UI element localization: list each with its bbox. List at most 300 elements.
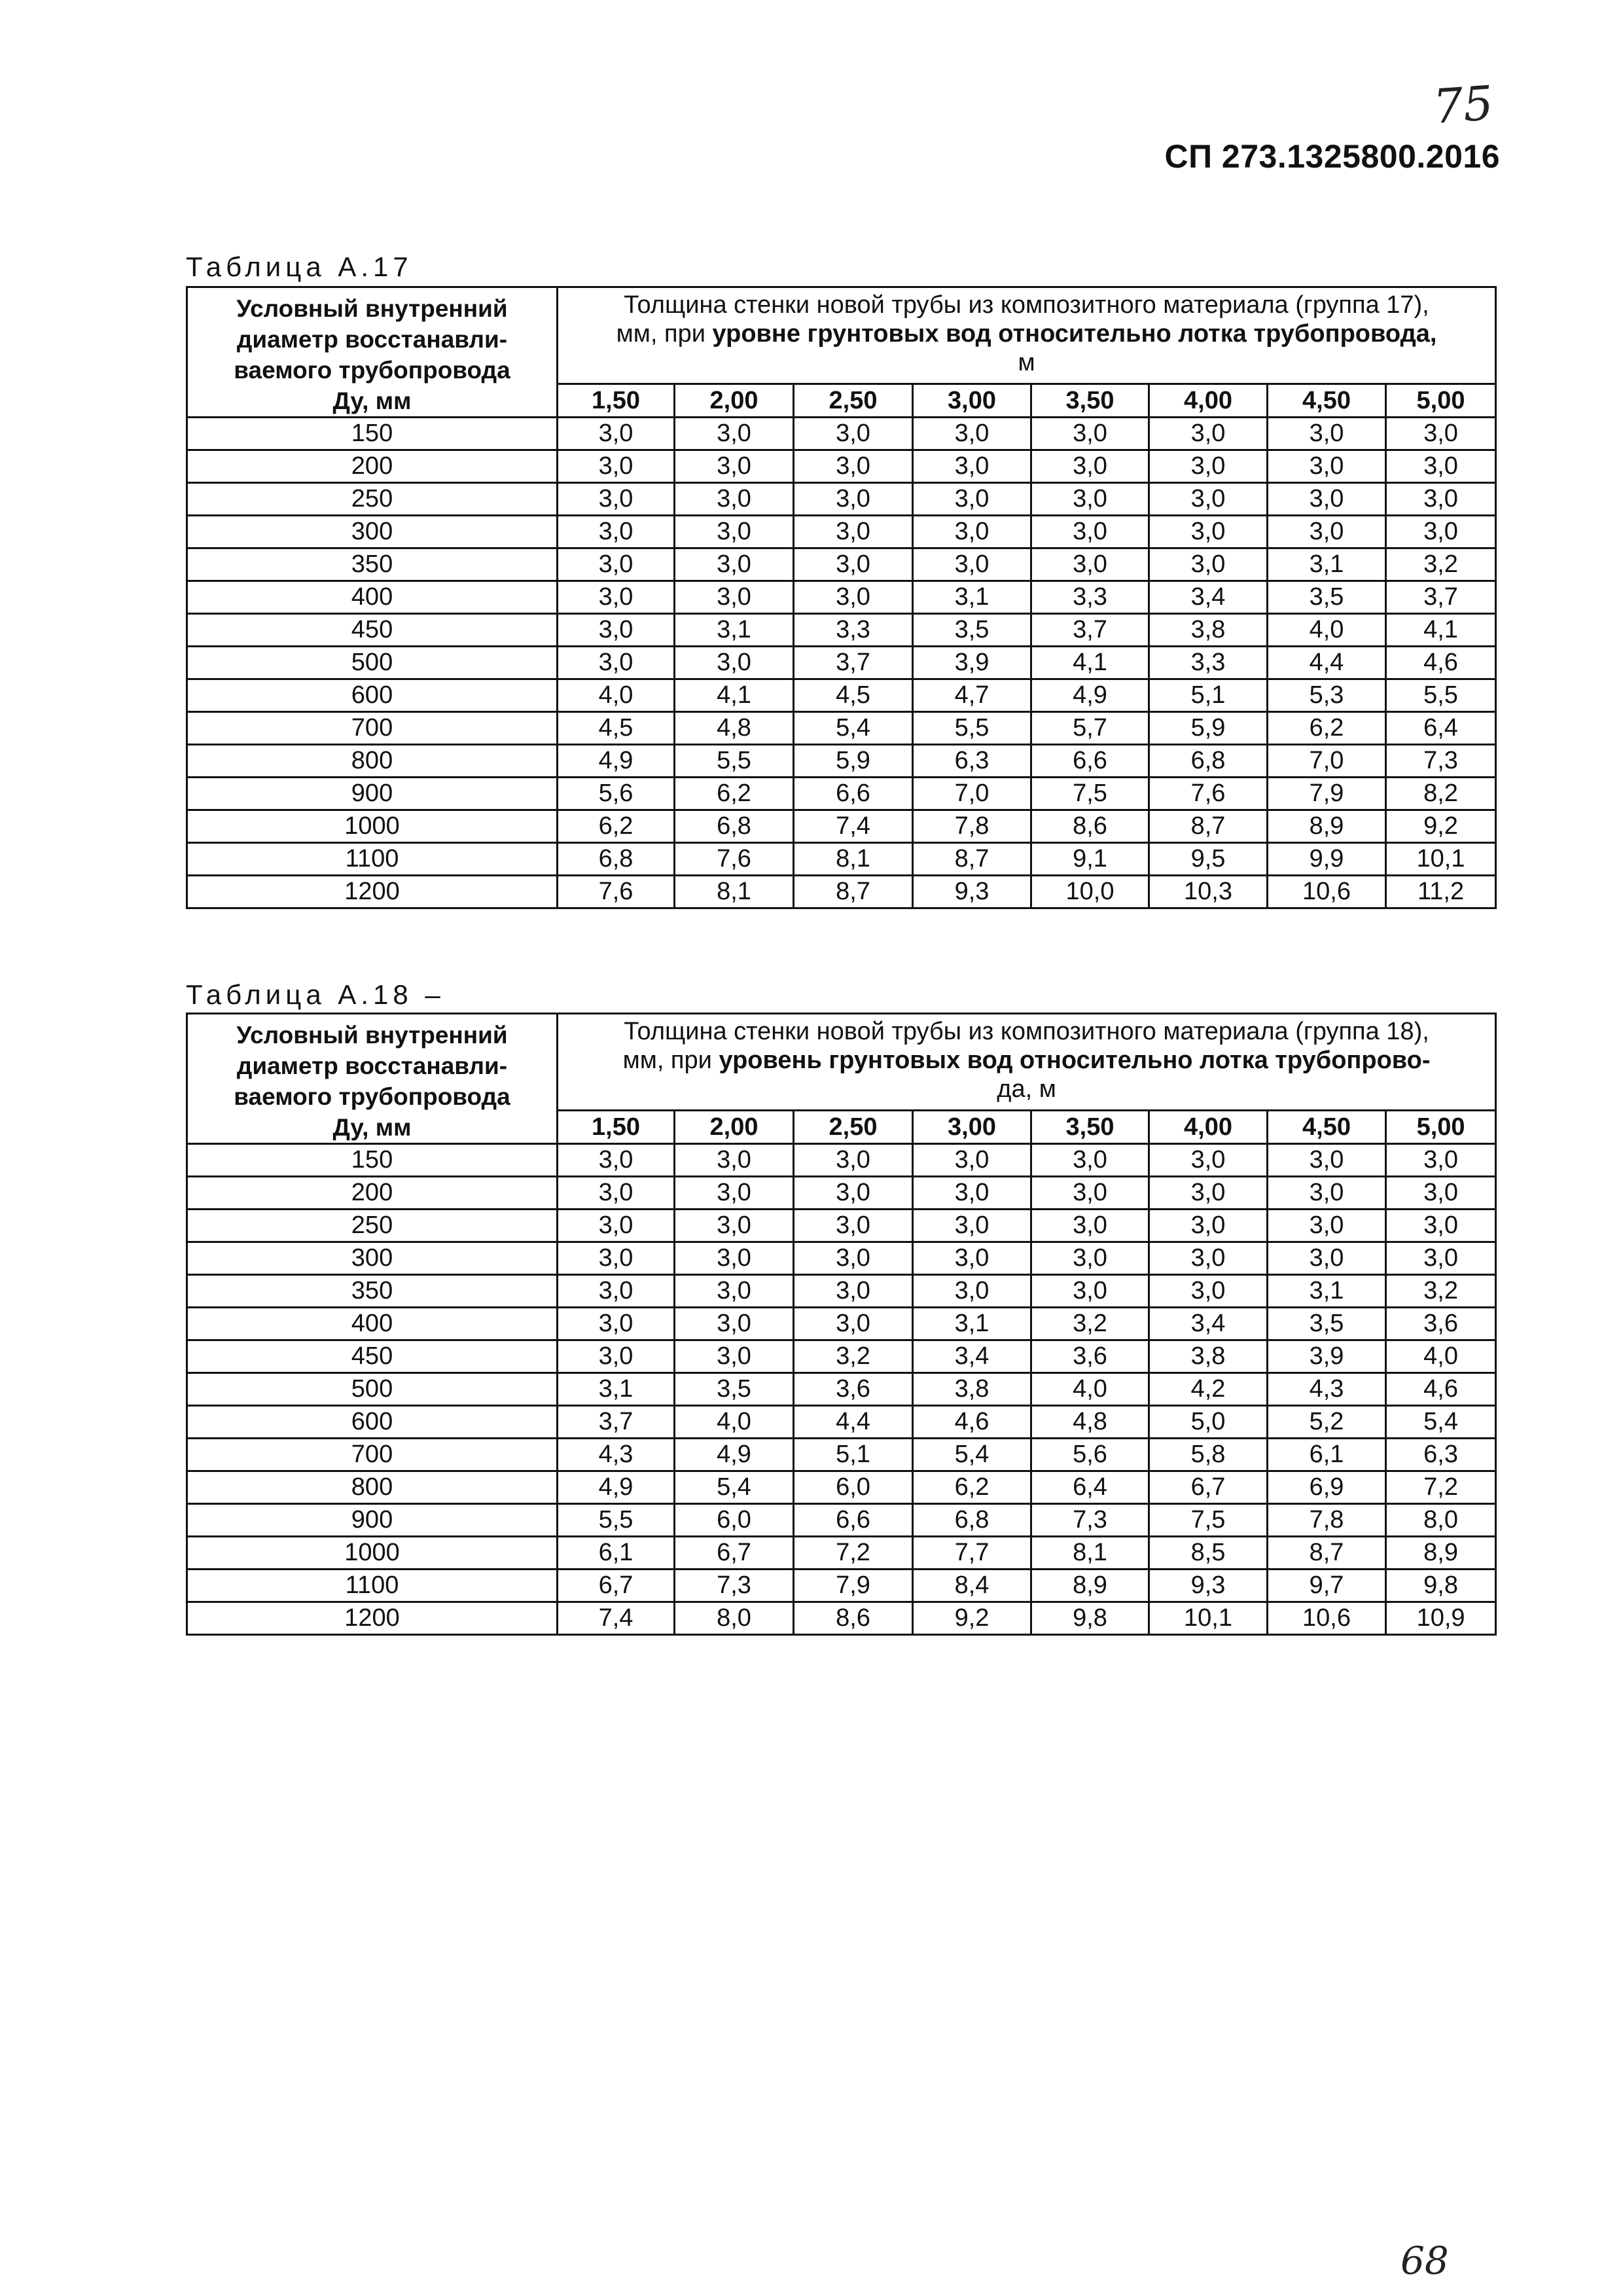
thickness-cell: 8,9 xyxy=(1268,810,1386,843)
thickness-cell: 6,3 xyxy=(1386,1439,1496,1471)
thickness-cell: 8,7 xyxy=(913,843,1031,876)
thickness-cell: 6,3 xyxy=(913,745,1031,778)
table-row xyxy=(187,647,1496,679)
thickness-cell: 3,0 xyxy=(558,1275,675,1308)
diameter-cell: 1100 xyxy=(187,1570,558,1602)
thickness-cell: 5,4 xyxy=(794,712,913,745)
table-row xyxy=(187,516,1496,548)
thickness-cell: 3,4 xyxy=(1149,581,1268,614)
thickness-cell: 3,0 xyxy=(794,1242,913,1275)
header-row xyxy=(187,287,1496,384)
thickness-cell: 8,1 xyxy=(1031,1537,1149,1570)
level-header-cell: 5,00 xyxy=(1386,1111,1496,1144)
table-row xyxy=(187,1570,1496,1602)
thickness-cell: 3,5 xyxy=(1268,581,1386,614)
diameter-cell: 450 xyxy=(187,1340,558,1373)
thickness-cell: 3,0 xyxy=(913,1242,1031,1275)
thickness-cell: 8,7 xyxy=(1149,810,1268,843)
thickness-cell: 3,9 xyxy=(1268,1340,1386,1373)
thickness-cell: 8,2 xyxy=(1386,778,1496,810)
thickness-cell: 6,8 xyxy=(913,1504,1031,1537)
thickness-cell: 3,0 xyxy=(1149,418,1268,450)
table-row xyxy=(187,843,1496,876)
thickness-cell: 7,6 xyxy=(1149,778,1268,810)
thickness-cell: 4,1 xyxy=(1031,647,1149,679)
table-row xyxy=(187,1144,1496,1177)
diameter-cell: 700 xyxy=(187,1439,558,1471)
thickness-cell: 3,0 xyxy=(913,418,1031,450)
thickness-cell: 4,0 xyxy=(1386,1340,1496,1373)
diameter-cell: 300 xyxy=(187,1242,558,1275)
thickness-cell: 4,8 xyxy=(1031,1406,1149,1439)
handwritten-page-number: 68 xyxy=(1400,2238,1449,2283)
thickness-cell: 8,9 xyxy=(1386,1537,1496,1570)
thickness-cell: 3,0 xyxy=(1031,1144,1149,1177)
table-row xyxy=(187,1177,1496,1210)
thickness-cell: 3,0 xyxy=(675,483,794,516)
thickness-cell: 3,0 xyxy=(675,1242,794,1275)
thickness-cell: 5,6 xyxy=(558,778,675,810)
thickness-cell: 5,3 xyxy=(1268,679,1386,712)
thickness-cell: 7,0 xyxy=(913,778,1031,810)
table-row xyxy=(187,1537,1496,1570)
thickness-cell: 3,1 xyxy=(913,581,1031,614)
thickness-cell: 3,0 xyxy=(675,1308,794,1340)
thickness-cell: 4,6 xyxy=(913,1406,1031,1439)
table-row xyxy=(187,745,1496,778)
thickness-cell: 3,0 xyxy=(1268,483,1386,516)
thickness-cell: 6,2 xyxy=(913,1471,1031,1504)
thickness-cell: 3,0 xyxy=(1268,1144,1386,1177)
thickness-cell: 3,0 xyxy=(1149,1242,1268,1275)
thickness-cell: 6,6 xyxy=(794,1504,913,1537)
diameter-cell: 200 xyxy=(187,1177,558,1210)
thickness-cell: 3,0 xyxy=(794,516,913,548)
thickness-cell: 9,8 xyxy=(1386,1570,1496,1602)
thickness-cell: 4,0 xyxy=(1268,614,1386,647)
thickness-cell: 3,7 xyxy=(558,1406,675,1439)
table-row xyxy=(187,418,1496,450)
thickness-cell: 3,2 xyxy=(1386,1275,1496,1308)
row-header-line: Условный внутренний xyxy=(236,295,508,322)
thickness-cell: 3,0 xyxy=(913,1210,1031,1242)
thickness-cell: 3,0 xyxy=(1149,516,1268,548)
diameter-cell: 900 xyxy=(187,1504,558,1537)
thickness-cell: 4,8 xyxy=(675,712,794,745)
thickness-cell: 11,2 xyxy=(1386,876,1496,908)
row-header-cell xyxy=(187,287,558,418)
diameter-cell: 1200 xyxy=(187,876,558,908)
diameter-cell: 350 xyxy=(187,548,558,581)
thickness-cell: 8,0 xyxy=(1386,1504,1496,1537)
thickness-cell: 3,6 xyxy=(794,1373,913,1406)
thickness-cell: 3,1 xyxy=(913,1308,1031,1340)
thickness-cell: 6,0 xyxy=(794,1471,913,1504)
table-row xyxy=(187,1504,1496,1537)
thickness-cell: 6,2 xyxy=(1268,712,1386,745)
thickness-cell: 6,2 xyxy=(558,810,675,843)
table-row xyxy=(187,712,1496,745)
thickness-cell: 6,7 xyxy=(675,1537,794,1570)
thickness-cell: 3,0 xyxy=(1386,1177,1496,1210)
level-header-cell: 1,50 xyxy=(558,1111,675,1144)
thickness-cell: 6,1 xyxy=(1268,1439,1386,1471)
thickness-cell: 3,0 xyxy=(794,548,913,581)
thickness-cell: 3,0 xyxy=(558,1144,675,1177)
thickness-cell: 3,0 xyxy=(675,516,794,548)
diameter-cell: 900 xyxy=(187,778,558,810)
thickness-cell: 6,9 xyxy=(1268,1471,1386,1504)
thickness-cell: 6,6 xyxy=(1031,745,1149,778)
thickness-cell: 7,4 xyxy=(794,810,913,843)
thickness-cell: 3,0 xyxy=(1031,1242,1149,1275)
thickness-cell: 3,8 xyxy=(913,1373,1031,1406)
thickness-cell: 3,2 xyxy=(1386,548,1496,581)
thickness-cell: 10,0 xyxy=(1031,876,1149,908)
thickness-cell: 5,9 xyxy=(1149,712,1268,745)
column-header-bold: уровне грунтовых вод относительно лотка трубопровода, xyxy=(712,320,1437,348)
thickness-cell: 3,0 xyxy=(1031,1177,1149,1210)
thickness-cell: 3,0 xyxy=(558,516,675,548)
table-row xyxy=(187,450,1496,483)
table-row xyxy=(187,1340,1496,1373)
table-a18-body xyxy=(187,1014,1496,1635)
row-header-line: диаметр восстанавли- xyxy=(236,1052,508,1079)
thickness-cell: 4,9 xyxy=(675,1439,794,1471)
thickness-cell: 3,0 xyxy=(675,581,794,614)
thickness-cell: 3,0 xyxy=(1031,1210,1149,1242)
thickness-cell: 3,0 xyxy=(913,548,1031,581)
thickness-cell: 5,4 xyxy=(1386,1406,1496,1439)
thickness-cell: 4,5 xyxy=(558,712,675,745)
document-code: СП 273.1325800.2016 xyxy=(1164,138,1500,175)
row-header-line: Ду, мм xyxy=(332,1114,412,1141)
thickness-cell: 7,4 xyxy=(558,1602,675,1635)
thickness-cell: 3,0 xyxy=(794,1144,913,1177)
diameter-cell: 350 xyxy=(187,1275,558,1308)
thickness-cell: 3,1 xyxy=(1268,548,1386,581)
diameter-cell: 500 xyxy=(187,1373,558,1406)
thickness-cell: 5,9 xyxy=(794,745,913,778)
level-header-cell: 4,50 xyxy=(1268,1111,1386,1144)
thickness-cell: 3,0 xyxy=(794,483,913,516)
row-header-cell xyxy=(187,1014,558,1144)
thickness-cell: 3,0 xyxy=(1386,418,1496,450)
table-a18 xyxy=(186,1013,1497,1636)
table-row xyxy=(187,483,1496,516)
table-row xyxy=(187,614,1496,647)
thickness-cell: 3,0 xyxy=(675,418,794,450)
table-row xyxy=(187,876,1496,908)
thickness-cell: 4,1 xyxy=(675,679,794,712)
thickness-cell: 8,0 xyxy=(675,1602,794,1635)
thickness-cell: 3,0 xyxy=(1268,450,1386,483)
thickness-cell: 9,1 xyxy=(1031,843,1149,876)
thickness-cell: 7,5 xyxy=(1031,778,1149,810)
thickness-cell: 3,1 xyxy=(675,614,794,647)
row-header-line: диаметр восстанавли- xyxy=(236,326,508,353)
thickness-cell: 6,8 xyxy=(558,843,675,876)
thickness-cell: 4,9 xyxy=(558,1471,675,1504)
thickness-cell: 6,7 xyxy=(1149,1471,1268,1504)
thickness-cell: 3,1 xyxy=(1268,1275,1386,1308)
thickness-cell: 3,0 xyxy=(1149,1210,1268,1242)
thickness-cell: 3,0 xyxy=(1149,1144,1268,1177)
thickness-cell: 3,5 xyxy=(675,1373,794,1406)
thickness-cell: 8,1 xyxy=(675,876,794,908)
level-header-cell: 3,00 xyxy=(913,384,1031,418)
thickness-cell: 3,3 xyxy=(1149,647,1268,679)
thickness-cell: 4,0 xyxy=(558,679,675,712)
thickness-cell: 10,6 xyxy=(1268,1602,1386,1635)
thickness-cell: 3,0 xyxy=(794,1210,913,1242)
thickness-cell: 3,0 xyxy=(558,1210,675,1242)
thickness-cell: 3,0 xyxy=(558,548,675,581)
diameter-cell: 500 xyxy=(187,647,558,679)
thickness-cell: 4,6 xyxy=(1386,647,1496,679)
thickness-cell: 7,7 xyxy=(913,1537,1031,1570)
thickness-cell: 7,3 xyxy=(1031,1504,1149,1537)
thickness-cell: 3,0 xyxy=(1149,1275,1268,1308)
thickness-cell: 3,0 xyxy=(1031,548,1149,581)
diameter-cell: 800 xyxy=(187,1471,558,1504)
table-row xyxy=(187,778,1496,810)
thickness-cell: 3,0 xyxy=(794,581,913,614)
thickness-cell: 4,9 xyxy=(558,745,675,778)
thickness-cell: 7,6 xyxy=(675,843,794,876)
level-header-cell: 4,00 xyxy=(1149,384,1268,418)
thickness-cell: 3,6 xyxy=(1031,1340,1149,1373)
thickness-cell: 3,0 xyxy=(913,1144,1031,1177)
thickness-cell: 4,2 xyxy=(1149,1373,1268,1406)
column-group-header xyxy=(558,287,1496,384)
thickness-cell: 9,3 xyxy=(1149,1570,1268,1602)
thickness-cell: 9,2 xyxy=(1386,810,1496,843)
thickness-cell: 3,5 xyxy=(1268,1308,1386,1340)
thickness-cell: 3,0 xyxy=(1031,516,1149,548)
thickness-cell: 6,2 xyxy=(675,778,794,810)
thickness-cell: 5,8 xyxy=(1149,1439,1268,1471)
diameter-cell: 600 xyxy=(187,1406,558,1439)
thickness-cell: 3,0 xyxy=(1149,450,1268,483)
thickness-cell: 8,6 xyxy=(1031,810,1149,843)
thickness-cell: 4,7 xyxy=(913,679,1031,712)
thickness-cell: 3,3 xyxy=(794,614,913,647)
thickness-cell: 3,0 xyxy=(794,450,913,483)
thickness-cell: 3,0 xyxy=(675,1275,794,1308)
thickness-cell: 3,0 xyxy=(913,450,1031,483)
thickness-cell: 4,0 xyxy=(675,1406,794,1439)
thickness-cell: 4,1 xyxy=(1386,614,1496,647)
diameter-cell: 600 xyxy=(187,679,558,712)
thickness-cell: 3,0 xyxy=(1268,1210,1386,1242)
thickness-cell: 4,6 xyxy=(1386,1373,1496,1406)
thickness-cell: 10,9 xyxy=(1386,1602,1496,1635)
thickness-cell: 3,0 xyxy=(675,1177,794,1210)
thickness-cell: 3,0 xyxy=(1268,516,1386,548)
thickness-cell: 5,1 xyxy=(1149,679,1268,712)
thickness-cell: 3,1 xyxy=(558,1373,675,1406)
thickness-cell: 3,2 xyxy=(794,1340,913,1373)
thickness-cell: 8,9 xyxy=(1031,1570,1149,1602)
thickness-cell: 4,0 xyxy=(1031,1373,1149,1406)
thickness-cell: 9,2 xyxy=(913,1602,1031,1635)
diameter-cell: 300 xyxy=(187,516,558,548)
thickness-cell: 10,3 xyxy=(1149,876,1268,908)
thickness-cell: 3,0 xyxy=(675,647,794,679)
diameter-cell: 400 xyxy=(187,581,558,614)
diameter-cell: 800 xyxy=(187,745,558,778)
thickness-cell: 8,7 xyxy=(794,876,913,908)
thickness-cell: 5,6 xyxy=(1031,1439,1149,1471)
thickness-cell: 7,3 xyxy=(1386,745,1496,778)
thickness-cell: 5,5 xyxy=(1386,679,1496,712)
thickness-cell: 4,3 xyxy=(1268,1373,1386,1406)
thickness-cell: 3,0 xyxy=(558,614,675,647)
thickness-cell: 7,8 xyxy=(1268,1504,1386,1537)
thickness-cell: 6,7 xyxy=(558,1570,675,1602)
thickness-cell: 10,6 xyxy=(1268,876,1386,908)
thickness-cell: 10,1 xyxy=(1386,843,1496,876)
table-a17-caption: Таблица А.17 xyxy=(186,251,413,282)
thickness-cell: 3,0 xyxy=(675,548,794,581)
thickness-cell: 6,1 xyxy=(558,1537,675,1570)
thickness-cell: 3,7 xyxy=(1386,581,1496,614)
thickness-cell: 7,2 xyxy=(1386,1471,1496,1504)
thickness-cell: 3,0 xyxy=(794,1308,913,1340)
thickness-cell: 6,6 xyxy=(794,778,913,810)
handwritten-sheet-number: 75 xyxy=(1431,75,1495,135)
thickness-cell: 3,0 xyxy=(675,450,794,483)
thickness-cell: 5,1 xyxy=(794,1439,913,1471)
thickness-cell: 3,2 xyxy=(1031,1308,1149,1340)
diameter-cell: 250 xyxy=(187,483,558,516)
thickness-cell: 5,2 xyxy=(1268,1406,1386,1439)
thickness-cell: 3,0 xyxy=(558,581,675,614)
diameter-cell: 700 xyxy=(187,712,558,745)
thickness-cell: 7,9 xyxy=(1268,778,1386,810)
thickness-cell: 3,8 xyxy=(1149,1340,1268,1373)
table-row xyxy=(187,1242,1496,1275)
thickness-cell: 8,1 xyxy=(794,843,913,876)
thickness-cell: 10,1 xyxy=(1149,1602,1268,1635)
thickness-cell: 5,5 xyxy=(675,745,794,778)
column-header-unit: да, м xyxy=(997,1075,1056,1103)
thickness-cell: 3,5 xyxy=(913,614,1031,647)
thickness-cell: 8,4 xyxy=(913,1570,1031,1602)
diameter-cell: 150 xyxy=(187,418,558,450)
thickness-cell: 8,5 xyxy=(1149,1537,1268,1570)
thickness-cell: 3,0 xyxy=(1149,1177,1268,1210)
thickness-cell: 3,0 xyxy=(1386,516,1496,548)
thickness-cell: 7,8 xyxy=(913,810,1031,843)
table-row xyxy=(187,679,1496,712)
thickness-cell: 3,0 xyxy=(675,1144,794,1177)
diameter-cell: 1200 xyxy=(187,1602,558,1635)
thickness-cell: 3,0 xyxy=(794,1275,913,1308)
thickness-cell: 9,3 xyxy=(913,876,1031,908)
thickness-cell: 3,0 xyxy=(1031,450,1149,483)
thickness-cell: 5,5 xyxy=(913,712,1031,745)
thickness-cell: 4,4 xyxy=(1268,647,1386,679)
thickness-cell: 3,0 xyxy=(1268,1177,1386,1210)
thickness-cell: 5,5 xyxy=(558,1504,675,1537)
thickness-cell: 6,4 xyxy=(1031,1471,1149,1504)
thickness-cell: 3,0 xyxy=(1031,1275,1149,1308)
level-header-cell: 5,00 xyxy=(1386,384,1496,418)
diameter-cell: 250 xyxy=(187,1210,558,1242)
diameter-cell: 1000 xyxy=(187,1537,558,1570)
level-header-cell: 1,50 xyxy=(558,384,675,418)
thickness-cell: 9,7 xyxy=(1268,1570,1386,1602)
row-header-line: ваемого трубопровода xyxy=(234,1083,510,1110)
thickness-cell: 3,8 xyxy=(1149,614,1268,647)
thickness-cell: 3,7 xyxy=(1031,614,1149,647)
thickness-cell: 3,0 xyxy=(913,483,1031,516)
thickness-cell: 3,0 xyxy=(1149,483,1268,516)
thickness-cell: 4,4 xyxy=(794,1406,913,1439)
thickness-cell: 3,0 xyxy=(558,1242,675,1275)
table-row xyxy=(187,1439,1496,1471)
level-header-cell: 2,50 xyxy=(794,1111,913,1144)
diameter-cell: 150 xyxy=(187,1144,558,1177)
thickness-cell: 3,0 xyxy=(558,1308,675,1340)
thickness-cell: 7,2 xyxy=(794,1537,913,1570)
thickness-cell: 4,3 xyxy=(558,1439,675,1471)
thickness-cell: 3,0 xyxy=(913,516,1031,548)
level-header-cell: 3,50 xyxy=(1031,384,1149,418)
thickness-cell: 7,6 xyxy=(558,876,675,908)
level-header-cell: 2,50 xyxy=(794,384,913,418)
thickness-cell: 3,0 xyxy=(1031,483,1149,516)
thickness-cell: 3,0 xyxy=(1386,1242,1496,1275)
diameter-cell: 1000 xyxy=(187,810,558,843)
thickness-cell: 3,0 xyxy=(1268,1242,1386,1275)
column-group-header xyxy=(558,1014,1496,1111)
table-row xyxy=(187,1308,1496,1340)
thickness-cell: 3,6 xyxy=(1386,1308,1496,1340)
level-header-cell: 2,00 xyxy=(675,384,794,418)
column-header-text: Толщина стенки новой трубы из композитного материала (группа 17), xyxy=(624,291,1429,319)
table-row xyxy=(187,1471,1496,1504)
thickness-cell: 8,7 xyxy=(1268,1537,1386,1570)
thickness-cell: 3,0 xyxy=(794,418,913,450)
thickness-cell: 3,0 xyxy=(1386,483,1496,516)
thickness-cell: 3,0 xyxy=(558,418,675,450)
table-row xyxy=(187,1373,1496,1406)
thickness-cell: 3,0 xyxy=(558,450,675,483)
level-header-cell: 4,00 xyxy=(1149,1111,1268,1144)
thickness-cell: 6,4 xyxy=(1386,712,1496,745)
thickness-cell: 9,9 xyxy=(1268,843,1386,876)
thickness-cell: 3,0 xyxy=(1149,548,1268,581)
diameter-cell: 1100 xyxy=(187,843,558,876)
thickness-cell: 7,0 xyxy=(1268,745,1386,778)
column-header-unit: м xyxy=(1018,349,1035,376)
header-row xyxy=(187,1014,1496,1111)
thickness-cell: 7,9 xyxy=(794,1570,913,1602)
thickness-cell: 3,0 xyxy=(1386,450,1496,483)
thickness-cell: 7,5 xyxy=(1149,1504,1268,1537)
thickness-cell: 5,4 xyxy=(675,1471,794,1504)
table-row xyxy=(187,581,1496,614)
thickness-cell: 7,3 xyxy=(675,1570,794,1602)
row-header-line: ваемого трубопровода xyxy=(234,357,510,384)
table-row xyxy=(187,810,1496,843)
thickness-cell: 3,0 xyxy=(675,1340,794,1373)
thickness-cell: 3,0 xyxy=(1386,1144,1496,1177)
level-header-cell: 3,00 xyxy=(913,1111,1031,1144)
